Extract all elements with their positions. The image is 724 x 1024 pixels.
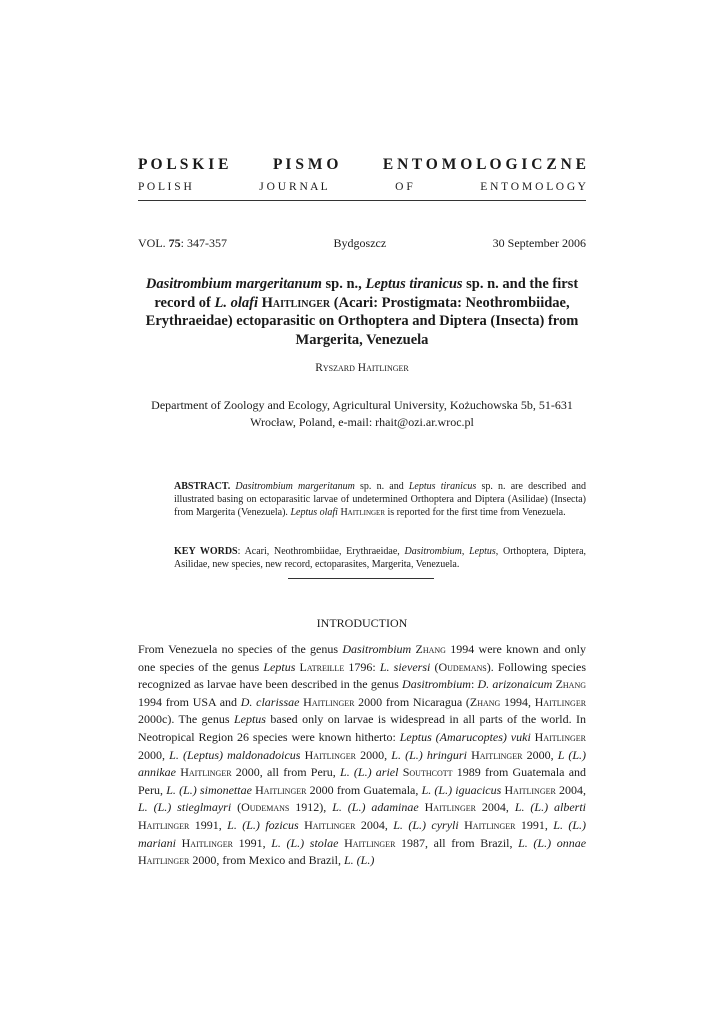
issue-date: 30 September 2006 [492,236,586,250]
journal-title-polish [138,156,586,174]
journal-word: E N T O M O L O G Y [480,181,586,193]
article-author: Ryszard Haitlinger [315,362,409,374]
affiliation-line: Department of Zoology and Ecology, Agricultural University, Kożuchowska 5b, 51-631 [151,398,573,412]
affiliation-line: Wrocław, Poland, e-mail: rhait@ozi.ar.wroc.pl [250,415,474,429]
journal-word: P I S M O [272,156,339,173]
introduction-text [138,641,586,870]
journal-word: E N T O M O L O G I C Z N E [382,156,586,173]
section-heading: INTRODUCTION [316,616,408,630]
journal-title-english [138,181,586,193]
journal-word: J O U R N A L [259,181,328,193]
header-divider [138,200,586,201]
article-title: Dasitrombium margeritanum sp. n., Leptus tiranicus sp. n. and the first record of L. olafi Haitlinger (Acari: Prostigmata: Neothrombiidae, Erythraeidae) ectoparasitic on Orthoptera and Diptera (Insecta) from Margerita, Venezuela [145,276,579,348]
journal-word: P O L I S H [138,181,192,193]
paragraph: From Venezuela no species of the genus Dasitrombium Zhang 1994 were known and only one species of the genus Leptus Latreille 1796: L. sieversi (Oudemans). Following species recognized as larvae have been described in the genus Dasitrombium: D. arizonaicum Zhang 1994 from USA and D. clarissae Haitlinger 2000 from Nicaragua (Zhang 1994, Haitlinger 2000c). The genus Leptus based only on larvae is widespread in all parts of the world. In Neotropical Region 26 species were known hitherto: Leptus (Amarucoptes) vuki Haitlinger 2000, L. (Leptus) maldonadoicus Haitlinger 2000, L. (L.) hringuri Haitlinger 2000, L (L.) annikae Haitlinger 2000, all from Peru, L. (L.) ariel Southcott 1989 from Guatemala and Peru, L. (L.) simonettae Haitlinger 2000 from Guatemala, L. (L.) iguacicus Haitlinger 2004, L. (L.) stieglmayri (Oudemans 1912), L. (L.) adaminae Haitlinger 2004, L. (L.) alberti Haitlinger 1991, L. (L.) fozicus Haitlinger 2004, L. (L.) cyryli Haitlinger 1991, L. (L.) mariani Haitlinger 1991, L. (L.) stolae Haitlinger 1987, all from Brazil, L. (L.) onnae Haitlinger 2000, from Mexico and Brazil, L. (L.) [138,642,587,868]
keywords: KEY WORDS: Acari, Neothrombiidae, Erythraeidae, Dasitrombium, Leptus, Orthoptera, Diptera, Asilidae, new species, new record, ectoparasites, Margerita, Venezuela. [174,546,587,570]
section-divider [288,578,434,579]
issue-meta [138,236,586,251]
journal-word: O F [395,181,413,193]
abstract: ABSTRACT. Dasitrombium margeritanum sp. n. and Leptus tiranicus sp. n. are described and illustrated basing on ectoparasitic larvae of undetermined Orthoptera and Diptera (Asilidae) (Insecta) from Margerita (Venezuela). Leptus olafi Haitlinger is reported for the first time from Venezuela. [174,481,586,518]
journal-word: P O L S K I E [138,156,229,173]
author-affiliation [126,397,598,431]
city: Bydgoszcz [333,236,387,250]
volume-info: VOL. 75: 347-357 [138,236,228,250]
